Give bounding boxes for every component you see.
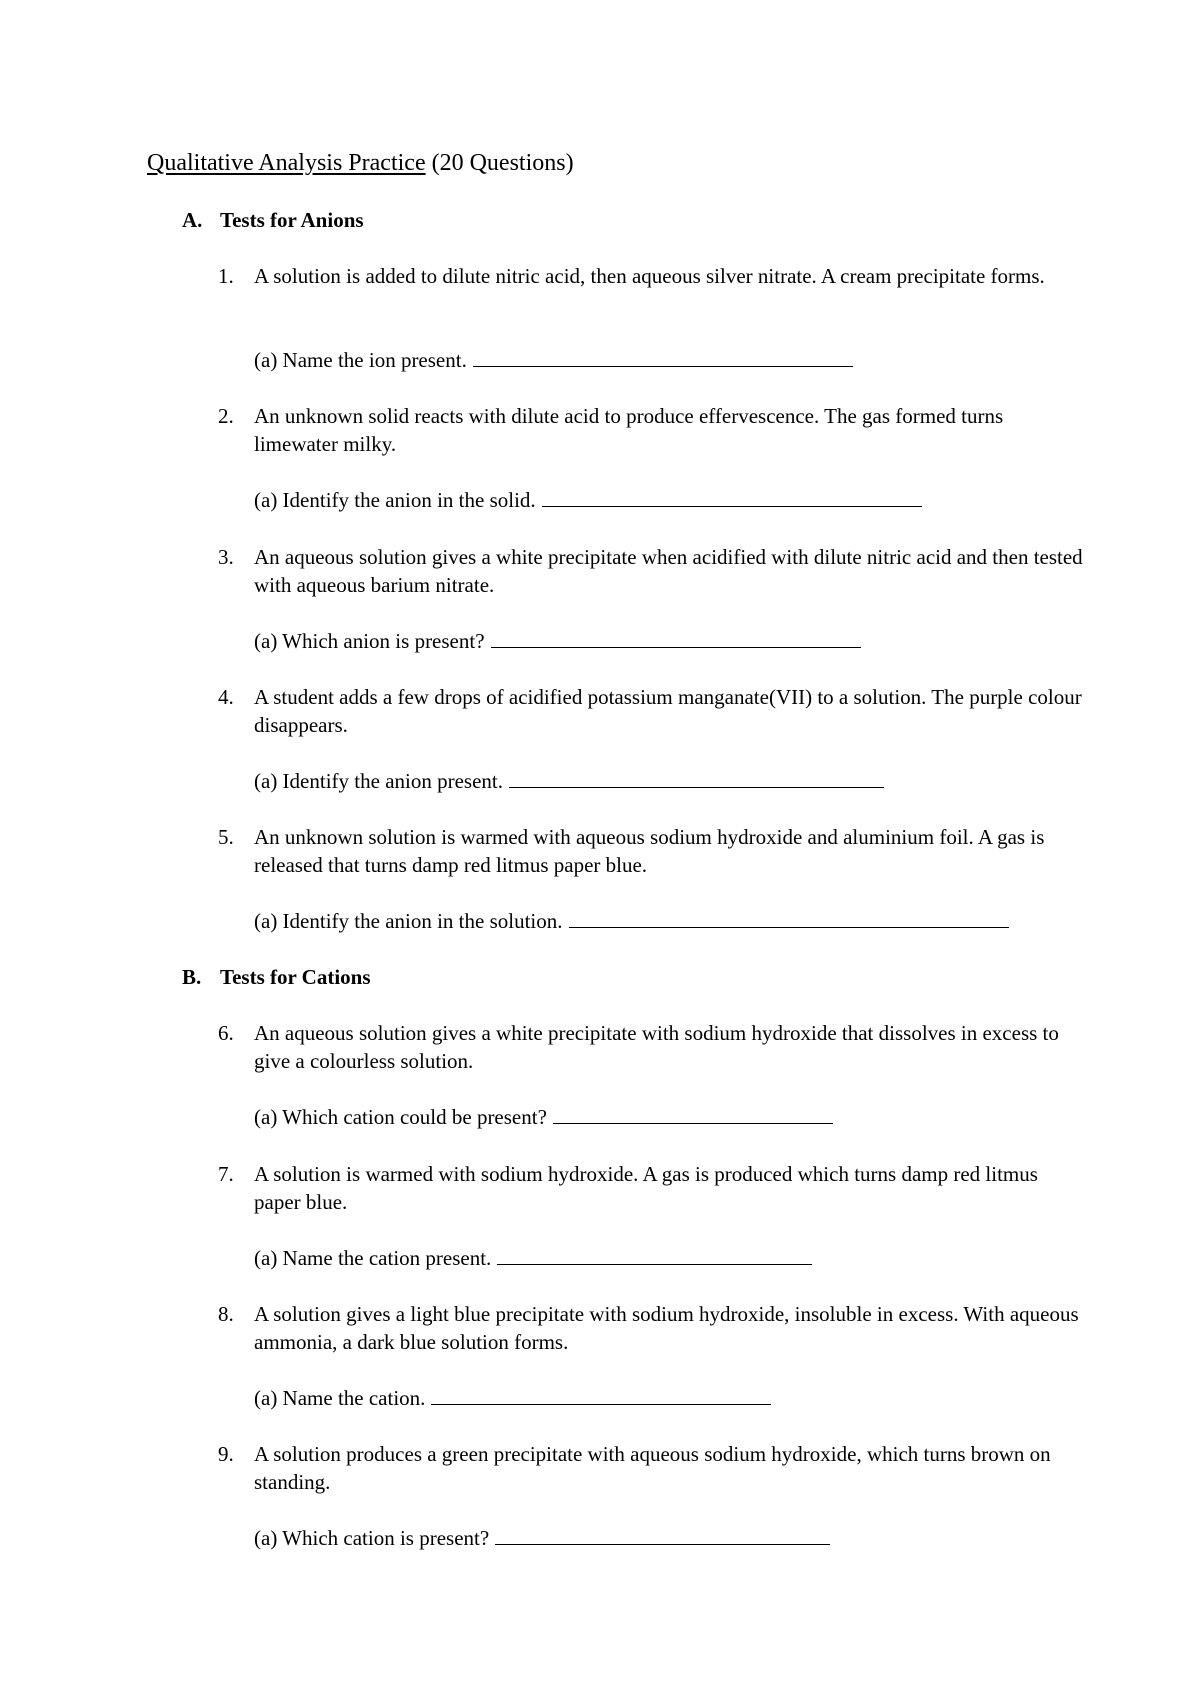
question-part-a [254,1524,830,1552]
question-part-a [254,1384,771,1412]
question-text: An unknown solution is warmed with aqueous sodium hydroxide and aluminium foil. A gas is released that turns damp red litmus paper blue. [254,825,1045,877]
question-text: A solution is added to dilute nitric acid, then aqueous silver nitrate. A cream precipitate forms. [254,264,1045,288]
title-count: (20 Questions) [431,150,574,176]
part-a-prompt: (a) Identify the anion present. [254,769,503,793]
part-a-prompt: (a) Identify the anion in the solution. [254,909,563,933]
question-part-a [254,627,861,655]
question-text: An aqueous solution gives a white precipitate with sodium hydroxide that dissolves in excess to give a colourless solution. [254,1021,1059,1073]
section-title: Tests for Anions [220,208,364,232]
title-main: Qualitative Analysis Practice [147,150,426,176]
question-number: 6. [218,1021,234,1045]
question-text: An unknown solid reacts with dilute acid to produce effervescence. The gas formed turns limewater milky. [254,404,1004,456]
question-number: 5. [218,825,234,849]
page-title [147,148,574,178]
answer-line[interactable] [509,767,884,788]
part-a-prompt: (a) Name the cation. [254,1386,426,1410]
question-number: 2. [218,404,234,428]
part-a-prompt: (a) Which cation is present? [254,1526,490,1550]
answer-line[interactable] [542,486,922,507]
section-heading-anions [182,206,364,234]
question-part-a [254,1244,812,1272]
answer-line[interactable] [495,1524,830,1545]
answer-line[interactable] [553,1103,833,1124]
part-a-prompt: (a) Name the ion present. [254,348,467,372]
part-a-prompt: (a) Name the cation present. [254,1246,492,1270]
part-a-prompt: (a) Which cation could be present? [254,1105,547,1129]
answer-line[interactable] [473,346,853,367]
answer-line[interactable] [569,907,1009,928]
question-part-a [254,486,922,514]
question-number: 1. [218,264,234,288]
section-letter: B. [182,965,202,989]
question-text: A student adds a few drops of acidified potassium manganate(VII) to a solution. The purple colour disappears. [254,685,1082,737]
part-a-prompt: (a) Which anion is present? [254,629,485,653]
answer-line[interactable] [491,627,861,648]
question-text: A solution is warmed with sodium hydroxide. A gas is produced which turns damp red litmus paper blue. [254,1162,1038,1214]
section-title: Tests for Cations [220,965,371,989]
question-part-a [254,346,853,374]
answer-line[interactable] [431,1384,771,1405]
question-text: A solution produces a green precipitate with aqueous sodium hydroxide, which turns brown on standing. [254,1442,1051,1494]
question-number: 4. [218,685,234,709]
question-text: A solution gives a light blue precipitate with sodium hydroxide, insoluble in excess. With aqueous ammonia, a dark blue solution forms. [254,1302,1079,1354]
question-text: An aqueous solution gives a white precipitate when acidified with dilute nitric acid and then tested with aqueous barium nitrate. [254,545,1083,597]
question-number: 9. [218,1442,234,1466]
section-heading-cations [182,963,371,991]
question-part-a [254,907,1009,935]
question-number: 8. [218,1302,234,1326]
question-part-a [254,1103,833,1131]
section-letter: A. [182,208,203,232]
answer-line[interactable] [497,1244,812,1265]
question-part-a [254,767,884,795]
question-number: 3. [218,545,234,569]
question-number: 7. [218,1162,234,1186]
part-a-prompt: (a) Identify the anion in the solid. [254,488,536,512]
